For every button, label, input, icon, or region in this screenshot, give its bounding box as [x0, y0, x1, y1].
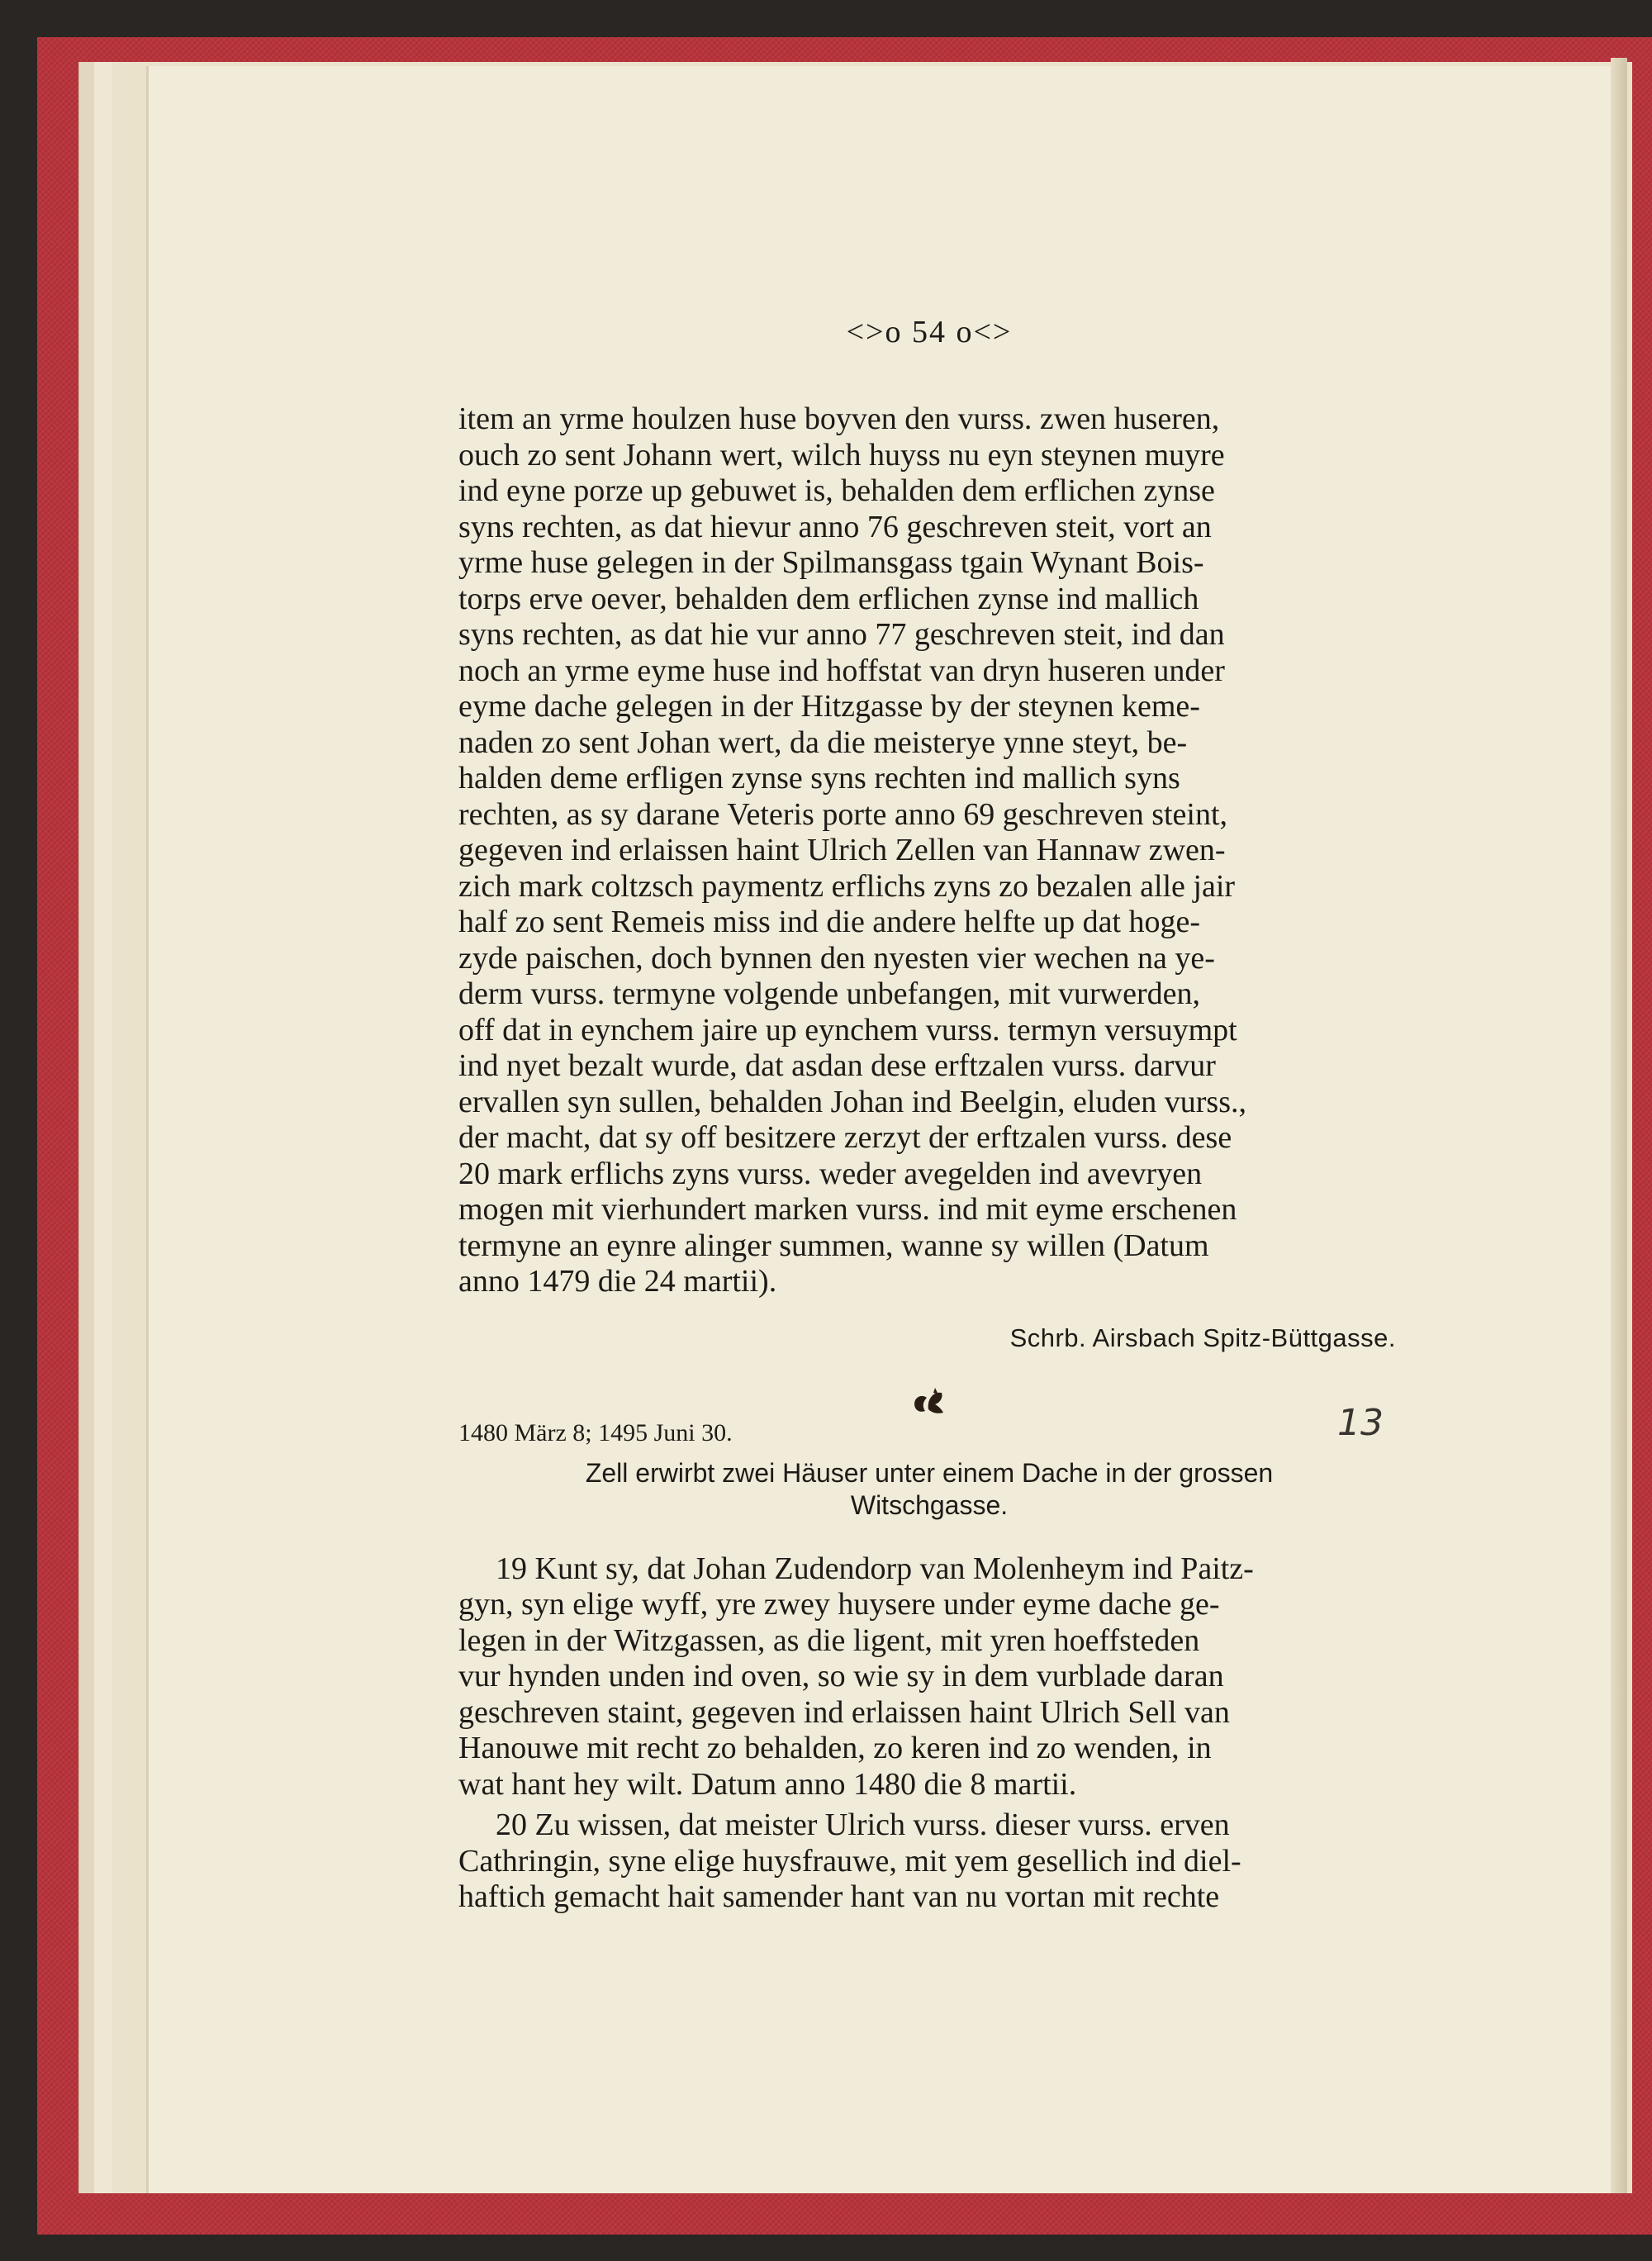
paragraph-20: 20 Zu wissen, dat meister Ulrich vurss. dieser vurss. erven Cathringin, syne elige huysfrauwe, mit yem gesellich ind diel- haftich gemacht hait samender hant van nu vortan mit rechte — [458, 1807, 1241, 1914]
paragraph-19: 19 Kunt sy, dat Johan Zudendorp van Molenheym ind Paitz- gyn, syn elige wyff, yre zwey huysere under eyme dache ge- legen in der Witzgassen, as die ligent, mit yren hoeffsteden vur hynden unden ind oven, so wie sy in dem vurblade daran geschreven staint, gegeven ind erlaissen haint Ulrich Sell van Hanouwe mit recht zo behalden, zo keren ind zo wenden, in wat hant hey wilt. Datum anno 1480 die 8 martii. — [458, 1551, 1254, 1802]
paragraph-continued: item an yrme houlzen huse boyven den vurss. zwen huseren, ouch zo sent Johann wert, wilch huyss nu eyn steynen muyre ind eyne porze up gebuwet is, behalden dem erflichen zynse syns rechten, as dat hievur anno 76 geschreven steit, vort an yrme huse gelegen in der Spilmansgass tgain Wynant Bois- torps erve oever, behalden dem erflichen zynse ind mallich syns rechten, as dat hie vur anno 77 geschreven steit, ind dan noch an yrme eyme huse ind hoffstat van dryn huseren under eyme dache gelegen in der Hitzgasse by der steynen keme- naden zo sent Johan wert, da die meisterye ynne steyt, be- halden deme erfligen zynse syns rechten ind mallich syns rechten, as sy darane Veteris porte anno 69 geschreven steint, gegeven ind erlaissen haint Ulrich Zellen van Hannaw zwen- zich mark coltzsch paymentz erflichs zyns zo bezalen alle jair half zo sent Remeis miss ind die andere helfte up dat hoge- zyde paischen, doch bynnen den nyesten vier wechen na ye- derm vurss. termyne volgende unbefangen, mit vurwerden, off dat in eynchem jaire up eynchem vurss. termyn versuympt ind nyet bezalt wurde, dat asdan dese erftzalen vurss. darvur ervallen syn sullen, behalden Johan ind Beelgin, eluden vurss., der macht, dat sy off besitzere zerzyt der erftzalen vurss. dese 20 mark erflichs zyns vurss. weder avegelden ind avevryen mogen mit vierhundert marken vurss. ind mit eyme erschenen termyne an eynre alinger summen, wanne sy willen (Datum anno 1479 die 24 martii). — [458, 401, 1247, 1299]
entry-summary: Zell erwirbt zwei Häuser unter einem Dache in der grossen Witschgasse. — [585, 1457, 1274, 1520]
page-header — [458, 314, 1400, 350]
page-number: 54 — [912, 315, 947, 349]
page-ornament-left: <>o — [846, 315, 903, 349]
entry-date: 1480 März 8; 1495 Juni 30. — [458, 1418, 733, 1446]
page-content — [458, 314, 1400, 1916]
entry-date-row — [458, 1401, 1400, 1447]
source-note: Schrb. Airsbach Spitz-Büttgasse. — [1009, 1323, 1396, 1352]
page-ornament-right: o<> — [956, 315, 1013, 349]
handwritten-mark: 13 — [1337, 1401, 1384, 1444]
right-page-edge — [1611, 58, 1627, 2193]
